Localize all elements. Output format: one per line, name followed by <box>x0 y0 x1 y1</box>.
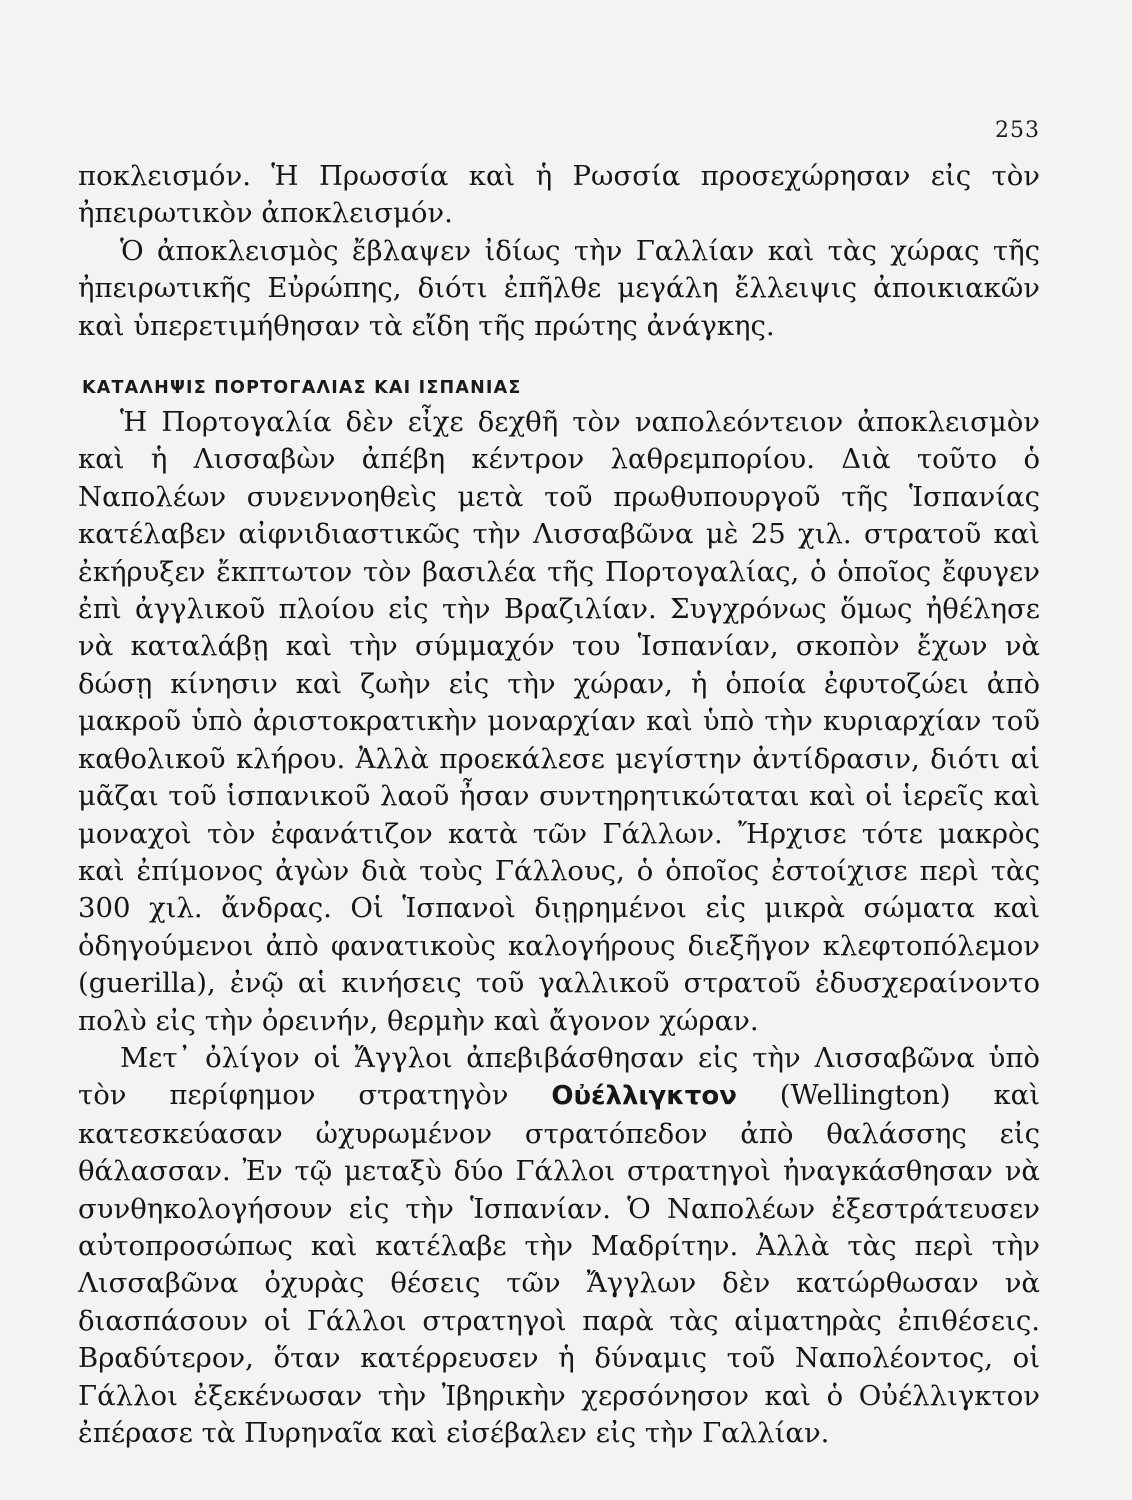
paragraph-wellington-start: Μετ᾽ ὀλίγον οἱ Ἄγγλοι ἀπεβιβάσθησαν εἰς τὴν Λισσαβῶνα ὑπὸ τὸν περίφημον στρατηγὸν <box>78 1041 1040 1112</box>
wellington-name-bold: Οὐέλλιγκτον <box>551 1081 737 1112</box>
page-number: 253 <box>995 118 1040 143</box>
text-body <box>78 158 1040 1452</box>
paragraph-continuation: ποκλεισμόν. Ἡ Πρωσσία καὶ ἡ Ρωσσία προσεχώρησαν εἰς τὸν ἠπειρωτικὸν ἀποκλεισμόν. <box>78 160 1040 230</box>
paragraph-blockade-effects: Ὁ ἀποκλεισμὸς ἔβλαψεν ἰδίως τὴν Γαλλίαν καὶ τὰς χώρας τῆς ἠπειρωτικῆς Εὐρώπης, διότι ἐπῆλθε μεγάλη ἔλλειψις ἀποικιακῶν καὶ ὑπερετιμήθησαν τὰ εἴδη τῆς πρώτης ἀνάγκης. <box>78 234 1040 342</box>
paragraph-wellington-end: (Wellington) καὶ κατεσκεύασαν ὠχυρωμένον στρατόπεδον ἀπὸ θαλάσσης εἰς θάλασσαν. Ἐν τῷ μεταξὺ δύο Γάλλοι στρατηγοὶ ἠναγκάσθησαν νὰ συνθηκολογήσουν εἰς τὴν Ἱσπανίαν. Ὁ Ναπολέων ἐξεστράτευσεν αὐτοπροσώπως καὶ κατέλαβε τὴν Μαδρίτην. Ἀλλὰ τὰς περὶ τὴν Λισσαβῶνα ὀχυρὰς θέσεις τῶν Ἄγγλων δὲν κατώρθωσαν νὰ διασπάσουν οἱ Γάλλοι στρατηγοὶ παρὰ τὰς αἱματηρὰς ἐπιθέσεις. Βραδύτερον, ὅταν κατέρρευσεν ἡ δύναμις τοῦ Ναπολέοντος, οἱ Γάλλοι ἐξεκένωσαν τὴν Ἰβηρικὴν χερσόνησον καὶ ὁ Οὐέλλιγκτον ἐπέρασε τὰ Πυρηναῖα καὶ εἰσέβαλεν εἰς τὴν Γαλλίαν. <box>78 1079 1040 1449</box>
paragraph-wellington <box>78 1040 1040 1452</box>
section-heading: ΚΑΤΑΛΗΨΙΣ ΠΟΡΤΟΓΑΛΙΑΣ ΚΑΙ ΙΣΠΑΝΙΑΣ <box>82 378 522 399</box>
paragraph-portugal-spain: Ἡ Πορτογαλία δὲν εἶχε δεχθῆ τὸν ναπολεόντειον ἀποκλεισμὸν καὶ ἡ Λισσαβὼν ἀπέβη κέντρον λαθρεμπορίου. Διὰ τοῦτο ὁ Ναπολέων συνεννοηθεὶς μετὰ τοῦ πρωθυπουργοῦ τῆς Ἱσπανίας κατέλαβεν αἰφνιδιαστικῶς τὴν Λισσαβῶνα μὲ 25 χιλ. στρατοῦ καὶ ἐκήρυξεν ἔκπτωτον τὸν βασιλέα τῆς Πορτογαλίας, ὁ ὁποῖος ἔφυγεν ἐπὶ ἀγγλικοῦ πλοίου εἰς τὴν Βραζιλίαν. Συγχρόνως ὅμως ἠθέλησε νὰ καταλάβῃ καὶ τὴν σύμμαχόν του Ἱσπανίαν, σκοπὸν ἔχων νὰ δώσῃ κίνησιν καὶ ζωὴν εἰς τὴν χώραν, ἡ ὁποία ἐφυτοζώει ἀπὸ μακροῦ ὑπὸ ἀριστοκρατικὴν μοναρχίαν καὶ ὑπὸ τὴν κυριαρχίαν τοῦ καθολικοῦ κλήρου. Ἀλλὰ προεκάλεσε μεγίστην ἀντίδρασιν, διότι αἱ μᾶζαι τοῦ ἱσπανικοῦ λαοῦ ἦσαν συντηρητικώταται καὶ οἱ ἱερεῖς καὶ μοναχοὶ τὸν ἐφανάτιζον κατὰ τῶν Γάλλων. Ἤρχισε τότε μακρὸς καὶ ἐπίμονος ἀγὼν διὰ τοὺς Γάλλους, ὁ ὁποῖος ἐστοίχισε περὶ τὰς 300 χιλ. ἄνδρας. Οἱ Ἱσπανοὶ διῃρημένοι εἰς μικρὰ σώματα καὶ ὁδηγούμενοι ἀπὸ φανατικοὺς καλογήρους διεξῆγον κλεφτοπόλεμον (guerilla), ἐνῷ αἱ κινήσεις τοῦ γαλλικοῦ στρατοῦ ἐδυσχεραίνοντο πολὺ εἰς τὴν ὀρεινήν, θερμὴν καὶ ἄγονον χώραν. <box>78 406 1040 1037</box>
